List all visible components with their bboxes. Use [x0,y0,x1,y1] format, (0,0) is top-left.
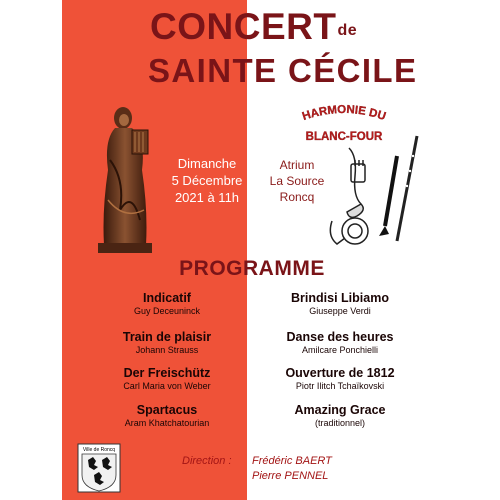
piece-title: Der Freischütz [123,366,211,380]
programme-item [260,330,420,356]
director-name: Pierre PENNEL [252,470,329,482]
instruments-illustration [327,126,438,246]
piece-composer: Johann Strauss [135,345,199,355]
date-day: Dimanche [177,156,237,171]
piece-title: Danse des heures [286,330,394,344]
piece-composer: Giuseppe Verdi [309,306,371,316]
programme-item [260,291,420,317]
piece-composer: Guy Deceuninck [133,306,201,316]
piece-composer: Piotr Ilitch Tchaïkovski [295,381,385,391]
programme-item [92,366,242,392]
programme-item [92,403,242,429]
crest-icon [77,443,121,493]
date-year-time: 2021 à 11h [174,190,240,205]
ensemble-name-line1: HARMONIE DU [300,103,388,124]
date-month: 5 Décembre [171,173,243,188]
programme-heading: PROGRAMME [179,257,325,280]
piece-composer: Carl Maria von Weber [123,381,211,391]
title-concert: $CONCERT^{de}$ [150,6,358,47]
horn-icon [330,218,368,244]
date-block [162,155,252,206]
piece-composer: Amilcare Ponchielli [301,345,379,355]
piece-title: Amazing Grace [294,403,386,417]
piece-title: Train de plaisir [122,330,212,344]
poster [62,0,438,500]
venue-line2: La Source [269,174,325,188]
piece-composer: (traditionnel) [314,418,366,428]
trumpet-icon [347,148,365,217]
title-sainte-cecile: SAINTE CÉCILE [148,52,418,89]
venue-line3: Roncq [279,190,315,204]
piece-title: Indicatif [143,291,191,305]
svg-text:HARMONIE DU [301,104,387,123]
clarinet-icon [379,156,397,236]
piece-title: Ouverture de 1812 [285,366,395,380]
title-de: de [337,22,358,39]
statue-image [90,100,160,255]
ensemble-name-line2: BLANC-FOUR [305,131,383,143]
programme-item [260,403,420,429]
crest-label: Ville de Roncq [82,447,116,453]
direction-label: Direction : [182,455,232,467]
programme-item [92,291,242,317]
venue-block [262,157,332,205]
piece-title: Brindisi Libiamo [291,291,389,305]
programme-item [260,366,420,392]
piece-title: Spartacus [136,403,198,417]
flute-icon [397,136,417,241]
venue-line1: Atrium [279,158,315,172]
director-name: Frédéric BAERT [252,455,332,467]
piece-composer: Aram Khatchatourian [124,418,210,428]
programme-item [92,330,242,356]
